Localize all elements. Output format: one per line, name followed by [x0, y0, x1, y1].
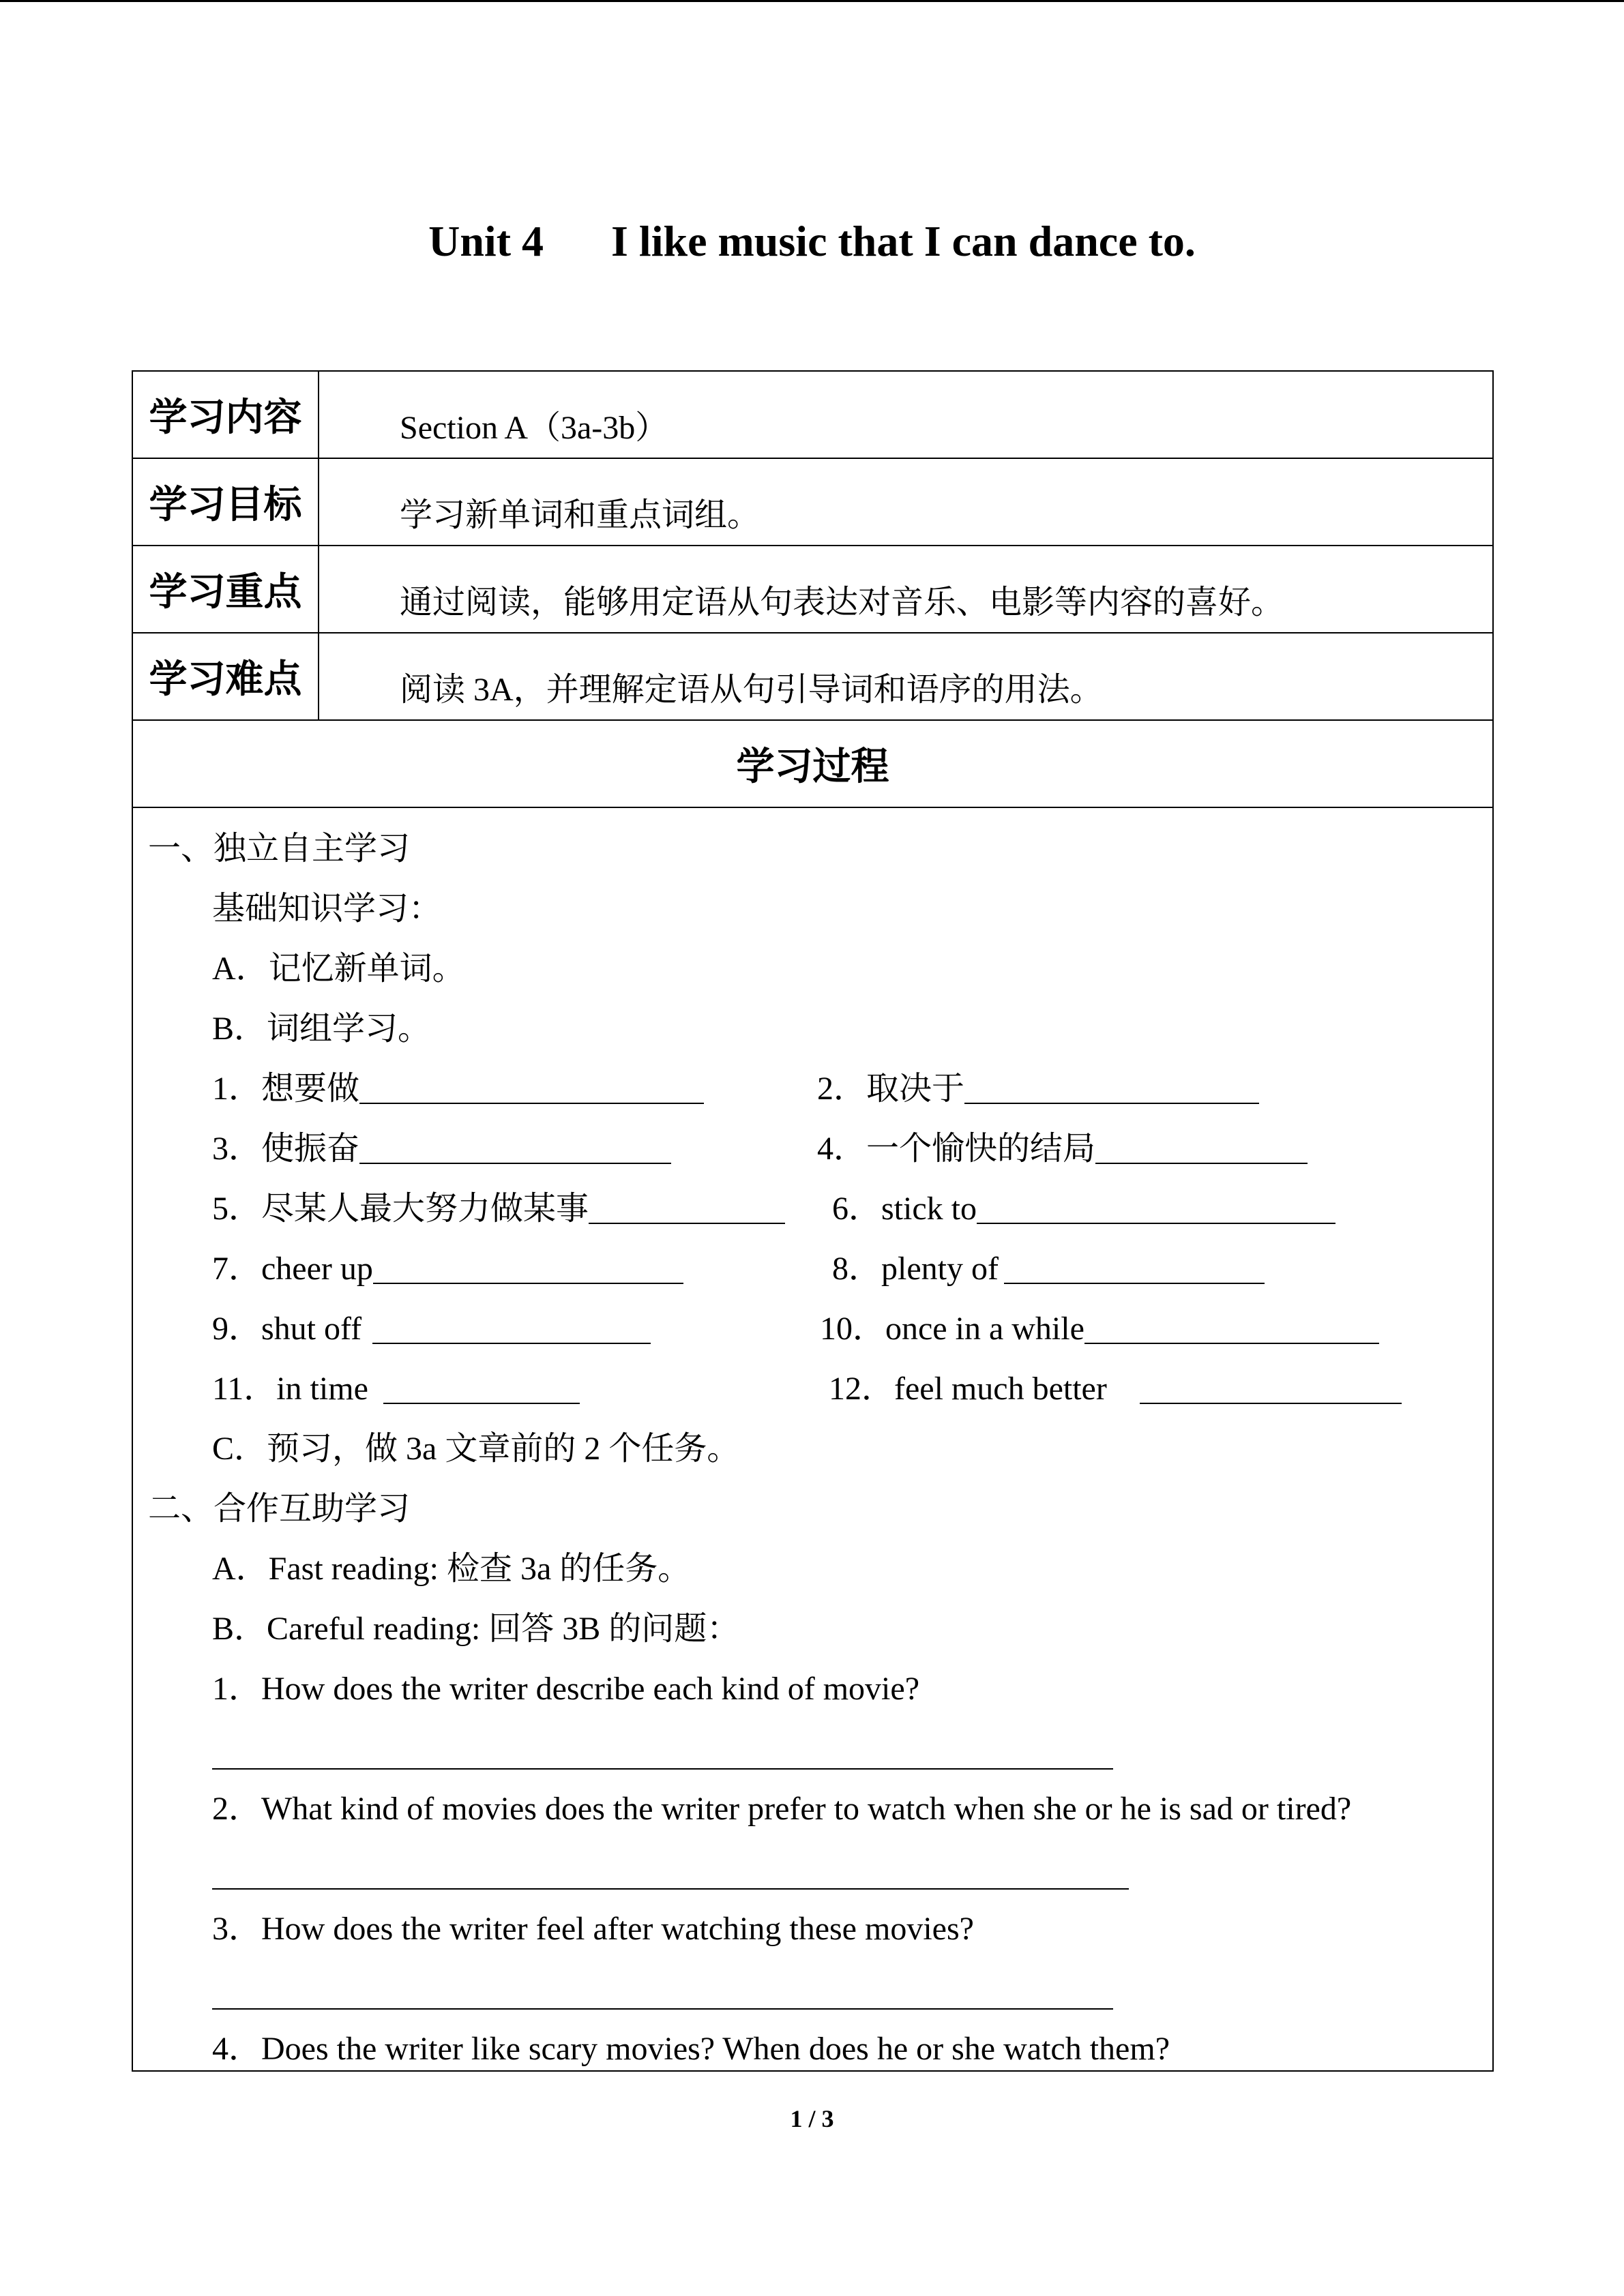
phrase-item: 9．shut off [212, 1311, 362, 1347]
title-unit: Unit 4 [428, 217, 544, 265]
info-value: 通过阅读，能够用定语从句表达对音乐、电影等内容的喜好。 [400, 584, 1284, 621]
phrase-item: 10．once in a while [820, 1311, 1084, 1347]
question: 4．Does the writer like scary movies? When does he or she watch them? [212, 2031, 1170, 2067]
process-body [133, 808, 1492, 2079]
phrase-item: 11．in time [212, 1371, 368, 1407]
task-a: A．记忆新单词。 [212, 951, 465, 987]
phrase-row [148, 1119, 1492, 1179]
answer-blank [359, 1102, 704, 1104]
phrase-row [148, 1059, 1492, 1119]
phrase-item: 6．stick to [832, 1191, 977, 1227]
info-row-focus [133, 546, 1492, 633]
page-number: 1 / 3 [790, 2105, 834, 2132]
answer-line [212, 2008, 1113, 2010]
answer-line-row [148, 1839, 1492, 1899]
phrase-item: 7．cheer up [212, 1251, 373, 1287]
answer-blank [359, 1162, 671, 1164]
answer-blank [1084, 1342, 1379, 1344]
phrase-row [148, 1239, 1492, 1299]
fast-reading-task: A．Fast reading: 检查 3a 的任务。 [212, 1551, 691, 1587]
answer-line-row [148, 1959, 1492, 2019]
title-text: I like music that I can dance to. [611, 217, 1196, 265]
task-c: C．预习，做 3a 文章前的 2 个任务。 [212, 1431, 740, 1467]
part2-heading: 二、合作互助学习 [148, 1491, 411, 1527]
phrase-item: 3．使振奋 [212, 1131, 360, 1167]
phrase-row [148, 1299, 1492, 1359]
info-label: 学习内容 [133, 372, 319, 458]
phrase-item: 2．取决于 [817, 1071, 965, 1107]
careful-reading-task: B．Careful reading: 回答 3B 的问题： [212, 1611, 740, 1647]
phrase-item-right [832, 1239, 1265, 1299]
info-label: 学习难点 [133, 633, 319, 719]
worksheet-title [0, 211, 1624, 271]
answer-blank [373, 1282, 683, 1284]
question: 3．How does the writer feel after watching these movies? [212, 1911, 974, 1947]
phrase-item: 4．一个愉快的结局 [817, 1131, 1096, 1167]
info-label: 学习重点 [133, 546, 319, 632]
phrase-item: 1．想要做 [212, 1071, 360, 1107]
phrase-item-right [820, 1299, 1379, 1359]
page-top-rule [0, 0, 1624, 2]
answer-line [212, 1888, 1129, 1890]
question: 2．What kind of movies does the writer prefer to watch when she or he is sad or tired? [212, 1791, 1352, 1827]
phrase-item-right [832, 1179, 1335, 1239]
answer-blank [977, 1222, 1335, 1224]
answer-blank [372, 1342, 651, 1344]
basics-label: 基础知识学习： [212, 891, 442, 927]
answer-blank [1095, 1162, 1308, 1164]
info-value: 学习新单词和重点词组。 [400, 496, 761, 533]
answer-blank [1004, 1282, 1265, 1284]
phrase-item: 12．feel much better [829, 1371, 1107, 1407]
answer-line [212, 1768, 1113, 1770]
phrase-item-right [829, 1359, 1402, 1419]
phrase-item: 5．尽某人最大努力做某事 [212, 1191, 589, 1227]
info-value: Section A（3a-3b） [400, 409, 668, 446]
info-row-difficulty [133, 633, 1492, 721]
phrase-row [148, 1179, 1492, 1239]
task-b: B．词组学习。 [212, 1011, 431, 1047]
answer-blank [964, 1102, 1259, 1104]
phrase-item-right [817, 1059, 1259, 1119]
answer-blank [589, 1222, 785, 1224]
phrase-item-right [817, 1119, 1308, 1179]
info-label: 学习目标 [133, 459, 319, 545]
info-row-content [133, 372, 1492, 459]
info-row-objective [133, 459, 1492, 546]
answer-line-row [148, 1719, 1492, 1779]
question: 1．How does the writer describe each kind of movie? [212, 1671, 919, 1707]
answer-blank [1140, 1402, 1402, 1404]
answer-blank [383, 1402, 580, 1404]
phrase-row [148, 1359, 1492, 1419]
info-value: 阅读 3A，并理解定语从句引导词和语序的用法。 [400, 671, 1103, 708]
process-heading: 学习过程 [133, 721, 1492, 808]
phrase-item: 8．plenty of [832, 1251, 999, 1287]
part1-heading: 一、独立自主学习 [148, 831, 411, 867]
study-plan-table [132, 370, 1494, 2072]
